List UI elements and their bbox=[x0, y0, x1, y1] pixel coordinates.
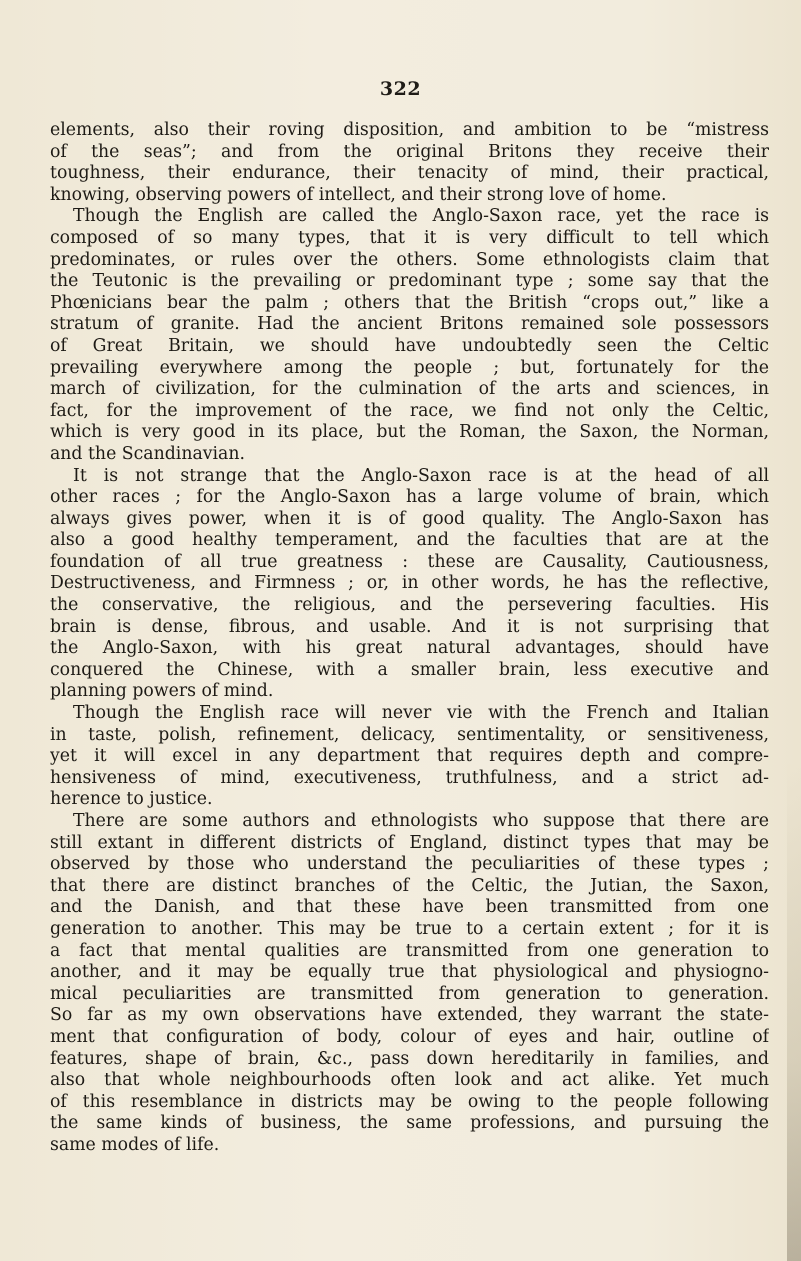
text-line: of the seas”; and from the original Britons they receive their bbox=[50, 141, 769, 162]
text-line: of Great Britain, we should have undoubtedly seen the Celtic bbox=[50, 335, 769, 356]
text-line: features, shape of brain, &c., pass down hereditarily in families, and bbox=[50, 1048, 769, 1069]
paragraph bbox=[50, 466, 769, 704]
paragraph bbox=[50, 206, 769, 465]
text-line: knowing, observing powers of intellect, and their strong love of home. bbox=[50, 184, 667, 205]
text-line: generation to another. This may be true to a certain extent ; for it is bbox=[50, 918, 769, 939]
text-line: Destructiveness, and Firmness ; or, in other words, he has the reflective, bbox=[50, 573, 769, 594]
text-line: still extant in different districts of England, distinct types that may be bbox=[50, 832, 769, 853]
text-line: same modes of life. bbox=[50, 1134, 220, 1155]
text-line: stratum of granite. Had the ancient Britons remained sole possessors bbox=[50, 314, 769, 335]
text-line: also a good healthy temperament, and the faculties that are at the bbox=[50, 530, 769, 551]
body-text bbox=[50, 120, 769, 1157]
text-line: toughness, their endurance, their tenacity of mind, their practical, bbox=[50, 163, 769, 184]
text-line: and the Scandinavian. bbox=[50, 443, 245, 464]
text-line: march of civilization, for the culmination of the arts and sciences, in bbox=[50, 379, 769, 400]
paragraph bbox=[50, 703, 769, 811]
text-line: of this resemblance in districts may be owing to the people following bbox=[50, 1091, 769, 1112]
text-line: prevailing everywhere among the people ; but, fortunately for the bbox=[50, 357, 769, 378]
text-line: another, and it may be equally true that physiological and physiogno- bbox=[50, 962, 769, 983]
text-line: conquered the Chinese, with a smaller brain, less executive and bbox=[50, 659, 769, 680]
text-line: fact, for the improvement of the race, we find not only the Celtic, bbox=[50, 400, 769, 421]
text-line: predominates, or rules over the others. Some ethnologists claim that bbox=[50, 249, 769, 270]
text-line: in taste, polish, refinement, delicacy, sentimentality, or sensitiveness, bbox=[50, 724, 769, 745]
text-line: Phœnicians bear the palm ; others that the British “crops out,” like a bbox=[50, 292, 769, 313]
text-line: which is very good in its place, but the Roman, the Saxon, the Norman, bbox=[50, 422, 769, 443]
paragraph bbox=[50, 120, 769, 206]
text-line: Though the English race will never vie with the French and Italian bbox=[73, 703, 769, 724]
text-line: yet it will excel in any department that requires depth and compre- bbox=[50, 746, 769, 767]
text-line: mical peculiarities are transmitted from generation to generation. bbox=[50, 983, 769, 1004]
text-line: and the Danish, and that these have been transmitted from one bbox=[50, 897, 769, 918]
text-line: the Teutonic is the prevailing or predominant type ; some say that the bbox=[50, 271, 769, 292]
text-line: brain is dense, fibrous, and usable. And it is not surprising that bbox=[50, 616, 769, 637]
page-number: 322 bbox=[379, 78, 422, 100]
text-line: Though the English are called the Anglo-Saxon race, yet the race is bbox=[73, 206, 769, 227]
page-edge-shadow bbox=[787, 760, 801, 1261]
text-line: planning powers of mind. bbox=[50, 681, 274, 702]
text-line: the same kinds of business, the same professions, and pursuing the bbox=[50, 1113, 769, 1134]
text-line: other races ; for the Anglo-Saxon has a large volume of brain, which bbox=[50, 487, 769, 508]
text-line: foundation of all true greatness : these are Causality, Cautiousness, bbox=[50, 551, 769, 572]
text-line: hensiveness of mind, executiveness, truthfulness, and a strict ad- bbox=[50, 767, 769, 788]
text-line: herence to justice. bbox=[50, 789, 213, 810]
text-line: elements, also their roving disposition, and ambition to be “mistress bbox=[50, 120, 769, 140]
text-line: the conservative, the religious, and the persevering faculties. His bbox=[50, 595, 769, 616]
text-line: also that whole neighbourhoods often look and act alike. Yet much bbox=[50, 1070, 769, 1091]
text-line: composed of so many types, that it is very difficult to tell which bbox=[50, 227, 769, 248]
text-line: observed by those who understand the peculiarities of these types ; bbox=[50, 854, 769, 875]
text-line: So far as my own observations have extended, they warrant the state- bbox=[50, 1005, 769, 1026]
text-line: There are some authors and ethnologists who suppose that there are bbox=[73, 811, 769, 831]
text-line: a fact that mental qualities are transmitted from one generation to bbox=[50, 940, 769, 961]
text-line: that there are distinct branches of the Celtic, the Jutian, the Saxon, bbox=[50, 875, 769, 896]
text-line: It is not strange that the Anglo-Saxon race is at the head of all bbox=[73, 465, 769, 486]
text-line: the Anglo-Saxon, with his great natural advantages, should have bbox=[50, 638, 769, 659]
text-line: always gives power, when it is of good quality. The Anglo-Saxon has bbox=[50, 508, 769, 529]
text-line: ment that configuration of body, colour of eyes and hair, outline of bbox=[50, 1026, 769, 1047]
paragraph bbox=[50, 811, 769, 1157]
